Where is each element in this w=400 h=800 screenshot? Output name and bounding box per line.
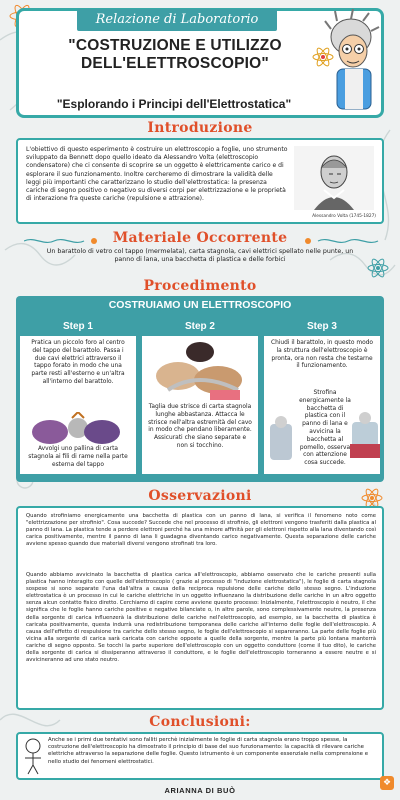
intro-panel	[16, 138, 384, 224]
portrait-caption: Alessandro Volta (1745-1827)	[312, 214, 376, 219]
step-3-text-a: Chiudi il barattolo, in questo modo la struttura dell'elettroscopio è pronta, ora non resta che testarne il funzionamento.	[270, 340, 374, 370]
material-list: Un barattolo di vetro col tappo (mermelata), carta stagnola, cavi elettrici spellato nelle punte, un panno di lana, una bacchetta di plastica e delle forbici	[46, 248, 354, 264]
conclusion-panel	[16, 732, 384, 780]
step-2-text-a: Taglia due strisce di carta stagnola lunghe abbastanza. Attacca le strisce nell'altra estremità del cavo in modo che pendano liberamente. Assicurati che siano separate e non si tocchino.	[148, 404, 252, 449]
procedure-banner: COSTRUIAMO UN ELETTROSCOPIO	[108, 299, 292, 311]
student-doodle-icon	[21, 736, 45, 776]
step-3-photo-left	[266, 414, 296, 464]
page-subtitle: "Esplorando i Principi dell'Elettrostatica"	[56, 97, 292, 111]
step-2-title: Step 2	[142, 318, 258, 336]
step-3-photo-right	[350, 404, 380, 464]
scientist-illustration	[311, 7, 395, 117]
step-3-card	[264, 318, 380, 474]
intro-heading: Introduzione	[147, 120, 253, 136]
observations-paragraph-2: Quando abbiamo avvicinato la bacchetta di plastica carica all'elettroscopio, abbiamo osservato che le cariche presenti sulla plastica hanno interagito con quelle dell'elettroscopio ( grazie al processo di "induzione elettrostatica"), le foglie di carta stagnola sospese si sono separate l'una dall'altra a causa della reciproca repulsione delle cariche dello stesso segno. L'induzione elettrostatica è un processo in cui le cariche elettriche in un oggetto influenzano la distribuzione delle cariche in un altro oggetto senza alcun contatto fisico diretto. Cerchiamo di capire come avviene questo processo: Inizialmente, l'elettroscopio è neutro, il che significa che le foglie hanno cariche positive e negative bilanciate o, in altre parole, sono complessivamente neutre, la presenza della sorgente di carica influenzerà la distribuzione delle cariche nell'elettroscopio, ad esempio, se la bacchetta di plastica è caricata positivamente, questa indurrà una redistribuzione temporanea delle cariche all'interno delle foglie dell'elettroscopio. A causa dell'effetto di respulsione tra cariche dello stesso segno, le foglie dell'elettroscopio si separeranno. La parte delle foglie più vicina alla sorgente di carica sarà caricata con cariche opposte a quelle della sorgente, mentre la parte più lontana manterrà cariche di segno opposto. Se tocchi la parte superiore dell'elettroscopio con un oggetto conduttore (come il tuo dito), le cariche della sorgente di carica si dissiperanno attraverso il conduttore, e le foglie dell'elettroscopio torneranno a essere neutre e si avvicineranno ad uno stato neutro.	[26, 572, 376, 664]
observations-heading: Osservazioni	[148, 488, 252, 504]
step-1-photo	[28, 412, 128, 446]
conclusion-text: Anche se i primi due tentativi sono falliti perchè inizialmente le foglie di carta stagnola erano troppo spesse, la costruzione dell'elettroscopio ha dimostrato il principio di base del suo funzionamento: la capacità di rilevare cariche elettriche attraverso la separazione delle foglie. Questo istrumento è un componente essenziale nella comprensione e nello studio dei fenomeni elettrostatici.	[48, 737, 369, 765]
observations-panel	[16, 506, 384, 710]
step-1-text-a: Pratica un piccolo foro al centro del tappo del barattolo. Passa i due cavi elettrici attraverso il tappo forato in modo che una parte resti all'esterno e un'altra all'interno del barattolo.	[31, 340, 125, 385]
step-3-title: Step 3	[264, 318, 380, 336]
heading-decoration-right	[300, 236, 380, 246]
report-label: Relazione di Laboratorio	[77, 9, 277, 31]
author-name: ARIANNA DI BUÒ	[164, 786, 236, 795]
header-panel	[16, 8, 384, 118]
page-title	[25, 37, 325, 73]
intro-text: L'obiettivo di questo esperimento è costruire un elettroscopio a foglie, uno strumento sviluppato da Bennett dopo quello ideato da Alessandro Volta (elettroscopio condensatore) che ci consente di scoprire se un oggetto è elettricamente carico e di esplorare il suo funzionamento. Inoltre cercheremo di dimostrare la validità delle leggi più importanti che caratterizzano lo studio dell'elettrostatica: la presenza cariche di segno positivo o negativo su diversi corpi per elettrizzazione e le proprietà di interazione fra queste cariche (repulsione e attrazione).	[26, 146, 288, 203]
step-1-text-b: Avvolgi uno pallina di carta stagnola ai fili di rame nella parte esterna del tappo	[28, 446, 128, 468]
step-1-card	[20, 318, 136, 474]
observations-paragraph-1: Quando strofiniamo energicamente una bacchetta di plastica con un panno di lana, si verifica il fenomeno noto come "elettrizzazione per strofinio". Cosa succede? Succede che nel processo di strofinio, gli elettroni vengono trasferiti dalla plastica al panno di lana. La plastica tende a perdere elettroni perché ha una minore affinità per gli elettroni rispetto alla lana diventando così carica positivamente, mentre il panno di lana li guadagna diventando carico negativamente. Questa separazione delle cariche avviene spesso quando due materiali diversi vengono strofinati tra loro.	[26, 513, 376, 548]
procedure-heading: Procedimento	[143, 278, 257, 294]
title-line-1: "COSTRUZIONE E UTILIZZO	[68, 37, 282, 54]
step-2-card	[142, 318, 258, 474]
brand-logo-icon: ❖	[380, 776, 394, 790]
material-heading: Materiale Occorrente	[112, 230, 288, 246]
step-2-photo	[148, 340, 252, 402]
conclusion-heading: Conclusioni:	[149, 714, 251, 730]
title-line-2: DELL'ELETTROSCOPIO"	[81, 55, 269, 72]
volta-portrait	[294, 146, 374, 210]
heading-decoration-left	[24, 236, 104, 246]
procedure-panel	[16, 296, 384, 482]
step-3-text-b: Strofina energicamente la bacchetta di plastica con il panno di lana e avvicina la bacchetta al pomello, osserva con attenzione cosa succede.	[299, 390, 351, 467]
step-1-title: Step 1	[20, 318, 136, 336]
